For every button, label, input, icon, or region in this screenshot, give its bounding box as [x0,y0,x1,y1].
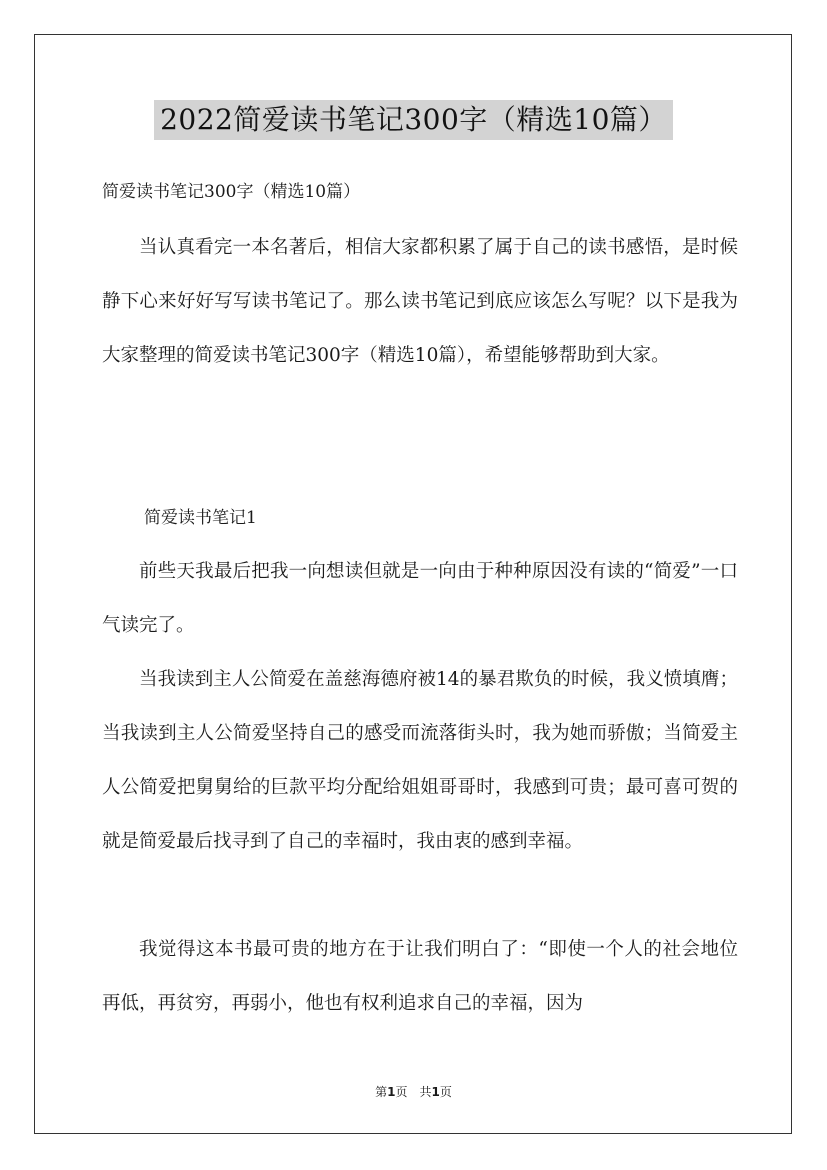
section-heading: 简爱读书笔记1 [144,508,257,528]
intro-paragraph: 当认真看完一本名著后，相信大家都积累了属于自己的读书感悟，是时候静下心来好好写写读书笔记了。那么读书笔记到底应该怎么写呢？以下是我为大家整理的简爱读书笔记300字（精选10篇），希望能够帮助到大家。 [102,237,738,366]
footer-page-total: 1 [431,1085,440,1099]
title-container [0,100,827,140]
document-title: 2022简爱读书笔记300字（精选10篇） [154,100,673,140]
body-paragraph-3: 我觉得这本书最可贵的地方在于让我们明白了：“即使一个人的社会地位再低，再贫穷，再弱小，他也有权利追求自己的幸福，因为 [102,939,738,1014]
footer-page-prefix: 第 [375,1085,388,1099]
page-footer [0,1084,827,1100]
body-paragraph-1: 前些天我最后把我一向想读但就是一向由于种种原因没有读的“简爱”一口气读完了。 [102,561,738,636]
body-paragraph-2: 当我读到主人公简爱在盖慈海德府被14的暴君欺负的时候，我义愤填膺；当我读到主人公简爱坚持自己的感受而流落街头时，我为她而骄傲；当简爱主人公简爱把舅舅给的巨款平均分配给姐姐哥哥时，我感到可贵；最可喜可贺的就是简爱最后找寻到了自己的幸福时，我由衷的感到幸福。 [102,669,738,852]
document-subtitle: 简爱读书笔记300字（精选10篇） [102,182,361,202]
footer-page-current: 1 [387,1085,396,1099]
footer-page-suffix: 页 [439,1085,452,1099]
footer-page-mid: 页 共 [395,1085,432,1099]
